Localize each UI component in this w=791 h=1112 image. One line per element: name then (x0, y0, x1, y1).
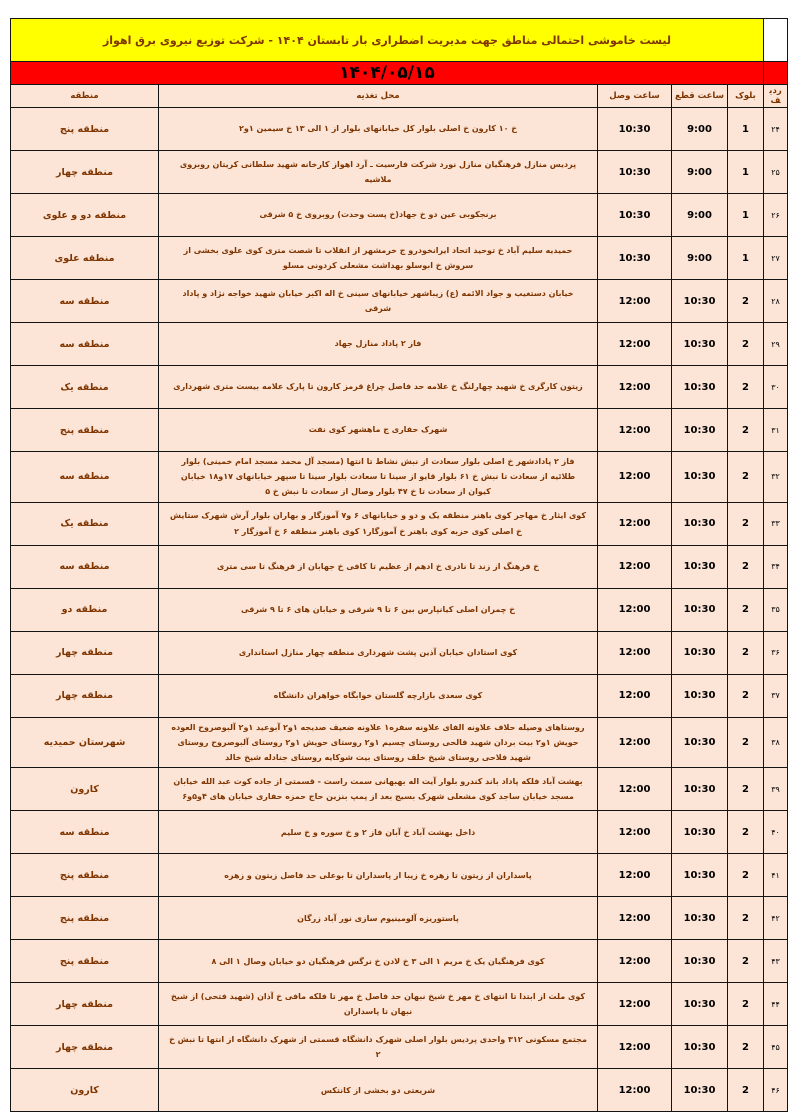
block-cell: 2 (728, 940, 764, 983)
region-cell: منطقه پنج (11, 409, 159, 452)
reconnect-time-cell: 12:00 (598, 768, 672, 811)
block-cell: 2 (728, 811, 764, 854)
row-number-cell: ۳۸ (764, 717, 788, 768)
column-header-feeder-location: محل تغذیه (159, 85, 598, 108)
reconnect-time-cell: 10:30 (598, 151, 672, 194)
block-cell: 1 (728, 194, 764, 237)
reconnect-time-cell: 12:00 (598, 983, 672, 1026)
feeder-location-cell: خیابان دستغیب و جواد الائمه (ع) زیباشهر خیابانهای سینی خ اله اکبر خیابان شهید خواجه نژاد و پاداد شرقی (159, 280, 598, 323)
column-header-row (11, 85, 788, 108)
table-row (11, 194, 788, 237)
block-cell: 2 (728, 897, 764, 940)
block-cell: 2 (728, 366, 764, 409)
block-cell: 2 (728, 545, 764, 588)
reconnect-time-cell: 12:00 (598, 631, 672, 674)
column-header-reconnect-time: ساعت وصل (598, 85, 672, 108)
feeder-location-cell: کوی سعدی بازارچه گلستان خوابگاه خواهران دانشگاه (159, 674, 598, 717)
block-cell: 2 (728, 1026, 764, 1069)
cut-time-cell: 10:30 (672, 323, 728, 366)
table-row (11, 545, 788, 588)
region-cell: منطقه پنج (11, 897, 159, 940)
cut-time-cell: 10:30 (672, 717, 728, 768)
cut-time-cell: 9:00 (672, 151, 728, 194)
column-header-cut-time: ساعت قطع (672, 85, 728, 108)
block-cell: 1 (728, 151, 764, 194)
cut-time-cell: 10:30 (672, 940, 728, 983)
region-cell: منطقه سه (11, 323, 159, 366)
date-banner: ۱۴۰۴/۰۵/۱۵ (11, 62, 764, 85)
reconnect-time-cell: 10:30 (598, 108, 672, 151)
cut-time-cell: 10:30 (672, 452, 728, 503)
table-row (11, 940, 788, 983)
table-row (11, 588, 788, 631)
row-number-cell: ۲۵ (764, 151, 788, 194)
table-row (11, 1026, 788, 1069)
reconnect-time-cell: 12:00 (598, 717, 672, 768)
block-cell: 2 (728, 323, 764, 366)
feeder-location-cell: زیتون کارگری خ شهید چهارلنگ خ علامه حد فاصل چراغ قرمز کارون تا پارک علامه بیست متری شهرداری (159, 366, 598, 409)
block-cell: 2 (728, 631, 764, 674)
cut-time-cell: 10:30 (672, 768, 728, 811)
row-number-cell: ۴۱ (764, 854, 788, 897)
outage-table-body (11, 108, 788, 1112)
reconnect-time-cell: 12:00 (598, 940, 672, 983)
block-cell: 2 (728, 280, 764, 323)
row-number-cell: ۳۵ (764, 588, 788, 631)
region-cell: کارون (11, 1069, 159, 1112)
reconnect-time-cell: 10:30 (598, 194, 672, 237)
row-number-cell: ۳۹ (764, 768, 788, 811)
region-cell: منطقه سه (11, 811, 159, 854)
region-cell: منطقه چهار (11, 631, 159, 674)
table-row (11, 323, 788, 366)
block-cell: 2 (728, 674, 764, 717)
cut-time-cell: 10:30 (672, 631, 728, 674)
row-number-cell: ۲۹ (764, 323, 788, 366)
table-row (11, 366, 788, 409)
column-header-block: بلوک (728, 85, 764, 108)
table-row (11, 811, 788, 854)
table-row (11, 1069, 788, 1112)
region-cell: شهرستان حمیدیه (11, 717, 159, 768)
region-cell: منطقه چهار (11, 1026, 159, 1069)
block-cell: 2 (728, 768, 764, 811)
reconnect-time-cell: 12:00 (598, 409, 672, 452)
row-number-cell: ۲۸ (764, 280, 788, 323)
cut-time-cell: 10:30 (672, 1069, 728, 1112)
cut-time-cell: 10:30 (672, 409, 728, 452)
region-cell: منطقه سه (11, 545, 159, 588)
row-number-cell: ۳۲ (764, 452, 788, 503)
row-number-cell: ۳۷ (764, 674, 788, 717)
reconnect-time-cell: 10:30 (598, 237, 672, 280)
row-number-cell: ۳۱ (764, 409, 788, 452)
region-cell: منطقه چهار (11, 983, 159, 1026)
feeder-location-cell: داخل بهشت آباد خ آبان فاز ۲ و خ سوره و خ سلیم (159, 811, 598, 854)
feeder-location-cell: پاستوریزه آلومینیوم سازی نور آباد زرگان (159, 897, 598, 940)
reconnect-time-cell: 12:00 (598, 1026, 672, 1069)
feeder-location-cell: کوی ایثار خ مهاجر کوی باهنر منطقه یک و دو و خیابانهای ۶ و۷ آموزگار و بهاران بلوار آرش شهرک ستایش خ اصلی کوی حزبه کوی باهنر خ آموزگار۱ کوی باهنر منطقه ۶ خ آموزگار ۲ (159, 502, 598, 545)
block-cell: 2 (728, 1069, 764, 1112)
region-cell: کارون (11, 768, 159, 811)
table-row (11, 151, 788, 194)
cut-time-cell: 10:30 (672, 545, 728, 588)
block-cell: 2 (728, 409, 764, 452)
title-row (11, 19, 788, 62)
table-row (11, 280, 788, 323)
table-row (11, 983, 788, 1026)
reconnect-time-cell: 12:00 (598, 280, 672, 323)
region-cell: منطقه سه (11, 280, 159, 323)
reconnect-time-cell: 12:00 (598, 545, 672, 588)
feeder-location-cell: فاز ۲ پاداد منازل جهاد (159, 323, 598, 366)
feeder-location-cell: پاسداران از زیتون تا زهره خ زیبا از پاسداران تا بوعلی حد فاصل زیتون و زهره (159, 854, 598, 897)
cut-time-cell: 10:30 (672, 588, 728, 631)
reconnect-time-cell: 12:00 (598, 588, 672, 631)
table-row (11, 674, 788, 717)
cut-time-cell: 10:30 (672, 897, 728, 940)
date-corner-cell (764, 62, 788, 85)
cut-time-cell: 10:30 (672, 366, 728, 409)
reconnect-time-cell: 12:00 (598, 323, 672, 366)
feeder-location-cell: خ فرهنگ از زند تا نادری خ ادهم از عظیم تا کافی خ جهابان از فرهنگ تا سی متری (159, 545, 598, 588)
title-corner-cell (764, 19, 788, 62)
row-number-cell: ۲۷ (764, 237, 788, 280)
table-row (11, 717, 788, 768)
page-title: لیست خاموشی احتمالی مناطق جهت مدیریت اضطراری بار تابستان ۱۴۰۴ - شرکت توزیع نیروی برق اهواز (11, 19, 764, 62)
feeder-location-cell: خ چمران اصلی کیانپارس بین ۶ تا ۹ شرقی و خیابان های ۶ تا ۹ شرقی (159, 588, 598, 631)
feeder-location-cell: شهرک حفاری ج ماهشهر کوی نفت (159, 409, 598, 452)
row-number-cell: ۴۴ (764, 983, 788, 1026)
feeder-location-cell: مجتمع مسکونی ۳۱۲ واحدی پردیس بلوار اصلی شهرک دانشگاه قسمتی از شهرک دانشگاه از انتها تا نبش خ ۲ (159, 1026, 598, 1069)
reconnect-time-cell: 12:00 (598, 854, 672, 897)
region-cell: منطقه یک (11, 366, 159, 409)
region-cell: منطقه دو و علوی (11, 194, 159, 237)
row-number-cell: ۳۳ (764, 502, 788, 545)
table-row (11, 452, 788, 503)
column-header-region: منطقه (11, 85, 159, 108)
cut-time-cell: 10:30 (672, 1026, 728, 1069)
reconnect-time-cell: 12:00 (598, 811, 672, 854)
feeder-location-cell: پردیس منازل فرهنگیان منازل نورد شرکت فارسیت ـ آرد اهواز کارخانه شهید سلطانی کریتان روبروی ملاشیه (159, 151, 598, 194)
block-cell: 2 (728, 983, 764, 1026)
region-cell: منطقه علوی (11, 237, 159, 280)
feeder-location-cell: کوی استادان خیابان آذین پشت شهرداری منطقه چهار منازل استانداری (159, 631, 598, 674)
block-cell: 1 (728, 237, 764, 280)
reconnect-time-cell: 12:00 (598, 1069, 672, 1112)
feeder-location-cell: کوی فرهنگیان یک خ مریم ۱ الی ۳ خ لادن خ نرگس فرهنگیان دو خیابان وصال ۱ الی ۸ (159, 940, 598, 983)
date-row (11, 62, 788, 85)
feeder-location-cell: روستاهای وصیله حلاف علاونه الفای علاونه سفره۱ علاونه ضعیف صدیجه ۱و۲ آبوعید ۱و۲ آلبوصروح العوده حویش ۱و۲ بیت بردان شهید فالحی روستای چسیم ۱و۲ روستای حویش ۱و۲ روستای آلبوصروح روستای شهید فلاحی روستای شیخ خلف روستای بیت شوکایه روستای جنادله شیخ خالد (159, 717, 598, 768)
row-number-cell: ۳۰ (764, 366, 788, 409)
cut-time-cell: 10:30 (672, 280, 728, 323)
region-cell: منطقه پنج (11, 940, 159, 983)
table-row (11, 502, 788, 545)
feeder-location-cell: فاز ۲ پادادشهر خ اصلی بلوار سعادت از نبش نشاط تا انتها (مسجد آل محمد مسجد امام خمینی) بلوار طلائیه از سعادت تا نبش خ ۶۱ بلوار قایو از سینا تا سعادت بلوار سینا تا سپهر خیابانهای ۱۷و۱۸ خیابان کیوان از سعادت تا خ ۴۷ بلوار وصال از سعادت تا نبش خ ۵ (159, 452, 598, 503)
table-row (11, 108, 788, 151)
table-row (11, 768, 788, 811)
reconnect-time-cell: 12:00 (598, 502, 672, 545)
feeder-location-cell: حمیدیه سلیم آباد خ توحید اتحاد ایرانخودرو ج خرمشهر از انقلاب تا شصت متری کوی علوی بخشی از سروش خ ابوسلو بهداشت مشعلی کردونی مسلو (159, 237, 598, 280)
cut-time-cell: 9:00 (672, 237, 728, 280)
cut-time-cell: 10:30 (672, 854, 728, 897)
block-cell: 2 (728, 502, 764, 545)
feeder-location-cell: خ ۱۰ کارون خ اصلی بلوار کل خیابانهای بلوار از ۱ الی ۱۳ خ سیمین ۱و۲ (159, 108, 598, 151)
block-cell: 1 (728, 108, 764, 151)
row-number-cell: ۴۶ (764, 1069, 788, 1112)
row-number-cell: ۳۶ (764, 631, 788, 674)
region-cell: منطقه پنج (11, 108, 159, 151)
reconnect-time-cell: 12:00 (598, 452, 672, 503)
region-cell: منطقه دو (11, 588, 159, 631)
cut-time-cell: 10:30 (672, 502, 728, 545)
row-number-cell: ۴۵ (764, 1026, 788, 1069)
cut-time-cell: 10:30 (672, 811, 728, 854)
table-row (11, 237, 788, 280)
row-number-cell: ۴۰ (764, 811, 788, 854)
block-cell: 2 (728, 854, 764, 897)
reconnect-time-cell: 12:00 (598, 674, 672, 717)
column-header-row-number: ردیف (764, 85, 788, 108)
block-cell: 2 (728, 717, 764, 768)
row-number-cell: ۴۳ (764, 940, 788, 983)
reconnect-time-cell: 12:00 (598, 897, 672, 940)
row-number-cell: ۴۲ (764, 897, 788, 940)
outage-table (10, 18, 788, 1112)
region-cell: منطقه سه (11, 452, 159, 503)
table-row (11, 897, 788, 940)
region-cell: منطقه پنج (11, 854, 159, 897)
row-number-cell: ۳۴ (764, 545, 788, 588)
feeder-location-cell: شریعتی دو بخشی از کانتکس (159, 1069, 598, 1112)
cut-time-cell: 9:00 (672, 194, 728, 237)
region-cell: منطقه چهار (11, 151, 159, 194)
feeder-location-cell: برنجکوبی عین دو خ جهاد(خ پست وحدت) روبروی خ ۵ شرقی (159, 194, 598, 237)
cut-time-cell: 10:30 (672, 674, 728, 717)
table-row (11, 631, 788, 674)
region-cell: منطقه یک (11, 502, 159, 545)
cut-time-cell: 9:00 (672, 108, 728, 151)
region-cell: منطقه چهار (11, 674, 159, 717)
block-cell: 2 (728, 452, 764, 503)
row-number-cell: ۲۶ (764, 194, 788, 237)
feeder-location-cell: کوی ملت از ابتدا تا انتهای خ مهر خ شیخ نبهان حد فاصل خ مهر تا فلکه مافی خ آذان (شهید فتحی) از شیخ نبهان تا پاسداران (159, 983, 598, 1026)
table-row (11, 854, 788, 897)
reconnect-time-cell: 12:00 (598, 366, 672, 409)
feeder-location-cell: بهشت آباد فلکه پاداد باند کندرو بلوار آیت اله بهبهانی سمت راست - قسمتی از جاده کوت عبد الله خیابان مسجد خیابان ساجد کوی مشعلی شهرک بسیج بعد از پمپ بنزین حاج حمزه حفاری خیابان های ۴و۵و۶ (159, 768, 598, 811)
row-number-cell: ۲۴ (764, 108, 788, 151)
table-row (11, 409, 788, 452)
block-cell: 2 (728, 588, 764, 631)
cut-time-cell: 10:30 (672, 983, 728, 1026)
